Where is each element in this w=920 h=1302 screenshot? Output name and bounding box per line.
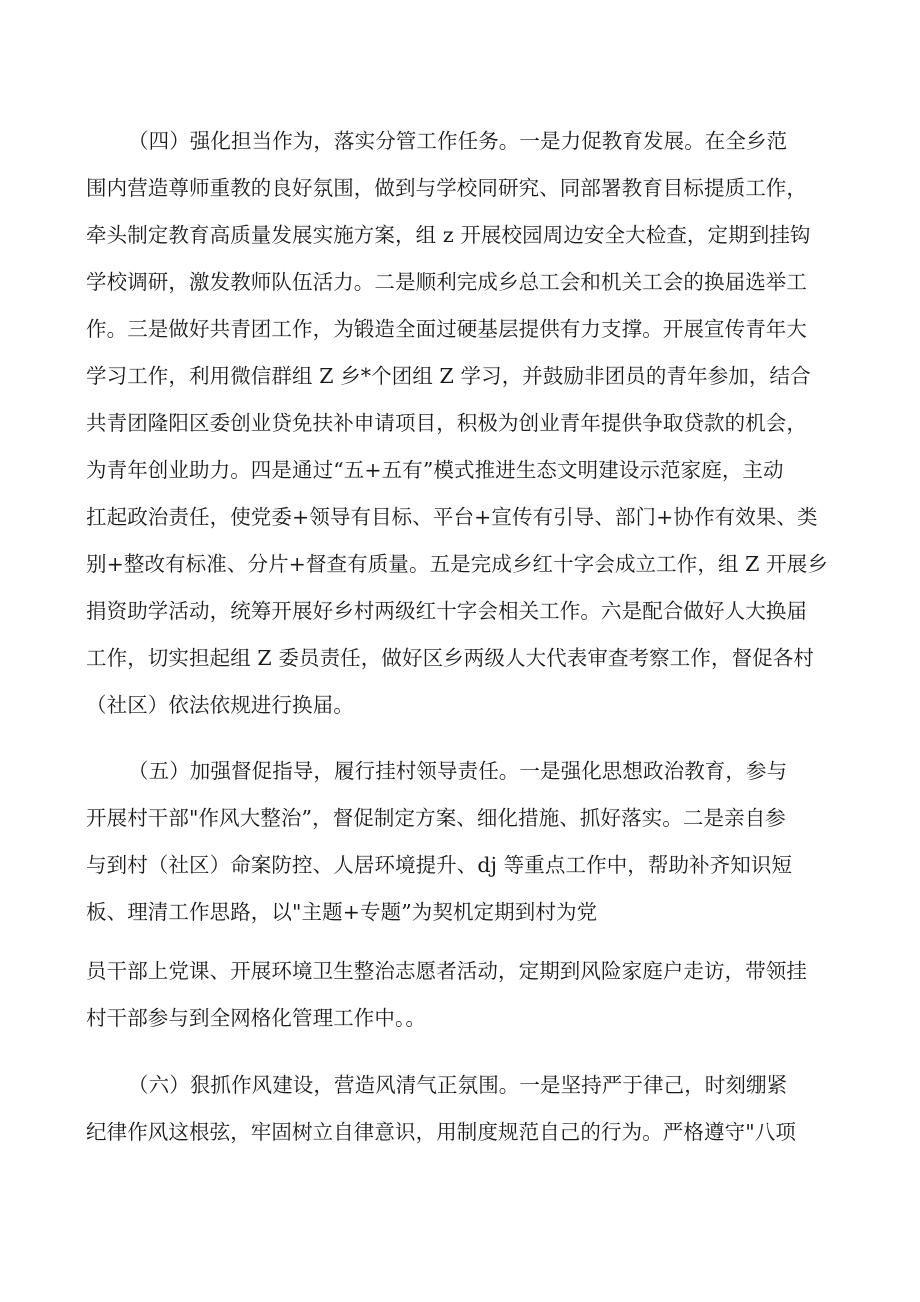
- text-line: 板、理清工作思路，以"主题+专题”为契机定期到村为党: [86, 900, 598, 924]
- text-line: 捐资助学活动，统筹开展好乡村两级红十字会相关工作。六是配合做好人大换届: [86, 599, 807, 623]
- text-line: （五）加强督促指导，履行挂村领导责任。一是强化思想政治教育，参与: [128, 759, 788, 783]
- text-line: 员干部上党课、开展环境卫生整治志愿者活动，定期到风险家庭户走访，带领挂: [86, 959, 807, 983]
- text-line: 别+整改有标准、分片+督查有质量。五是完成乡红十字会成立工作，组 Z 开展乡: [86, 552, 828, 576]
- text-line: 扛起政治责任，使党委+领导有目标、平台+宣传有引导、部门+协作有效果、类: [86, 505, 818, 529]
- text-line: 共青团隆阳区委创业贷免扶补申请项目，积极为创业青年提供争取贷款的机会，: [86, 411, 807, 435]
- text-line: 开展村干部"作风大整治”，督促制定方案、细化措施、抓好落实。二是亲自参: [86, 806, 786, 830]
- text-line: 作。三是做好共青团工作，为锻造全面过硬基层提供有力支撑。开展宣传青年大: [86, 317, 807, 341]
- text-line: 与到村（社区）命案防控、人居环境提升、dj 等重点工作中，帮助补齐知识短: [86, 853, 793, 877]
- text-line: （六）狠抓作风建设，营造风清气正氛围。一是坚持严于律己，时刻绷紧: [128, 1073, 788, 1097]
- text-line: （社区）依法依规进行换届。: [86, 693, 354, 717]
- text-line: 学习工作，利用微信群组 Z 乡*个团组 Z 学习，并鼓励非团员的青年参加，结合: [86, 364, 811, 388]
- text-line: 村干部参与到全网格化管理工作中。。: [86, 1006, 426, 1030]
- text-line: 工作，切实担起组 Z 委员责任，做好区乡两级人大代表审查考察工作，督促各村: [86, 646, 814, 670]
- text-line: 为青年创业助力。四是通过“五+五有”模式推进生态文明建设示范家庭，主动: [86, 458, 784, 482]
- text-line: 学校调研，激发教师队伍活力。二是顺利完成乡总工会和机关工会的换届选举工: [86, 270, 807, 294]
- text-line: 纪律作风这根弦，牢固树立自律意识，用制度规范自己的行为。严格遵守"八项: [86, 1120, 796, 1144]
- text-line: 围内营造尊师重教的良好氛围，做到与学校同研究、同部署教育目标提质工作，: [86, 176, 807, 200]
- text-line: （四）强化担当作为，落实分管工作任务。一是力促教育发展。在全乡范: [128, 129, 788, 153]
- text-line: 牵头制定教育高质量发展实施方案，组 z 开展校园周边安全大检查，定期到挂钩: [86, 223, 811, 247]
